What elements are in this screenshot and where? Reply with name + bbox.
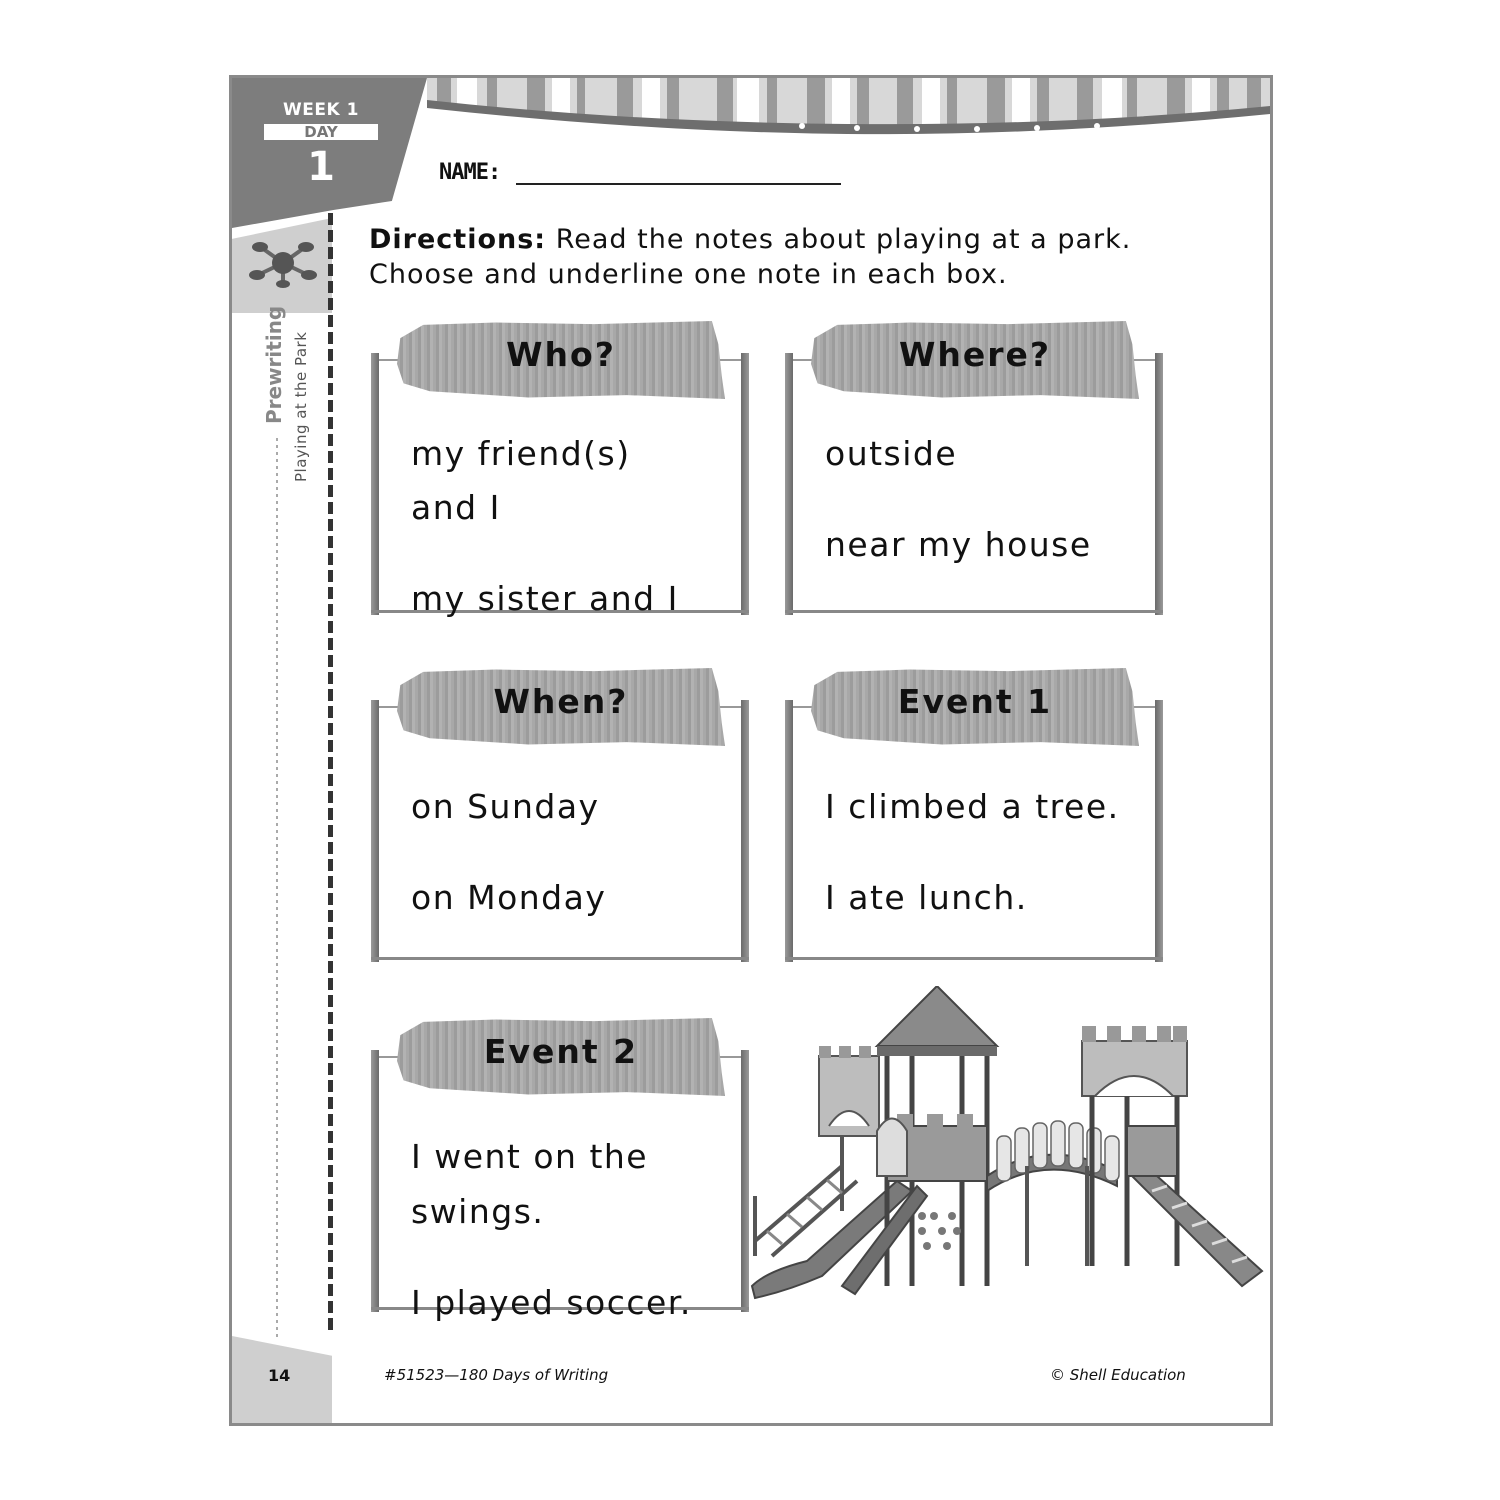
copyright: © Shell Education bbox=[1050, 1366, 1186, 1384]
note-option[interactable]: I played soccer. bbox=[411, 1283, 692, 1322]
directions bbox=[369, 222, 1189, 292]
note-option[interactable]: on Sunday bbox=[411, 787, 600, 826]
note-box-where bbox=[785, 323, 1163, 613]
category-label: Prewriting bbox=[262, 305, 286, 424]
note-box-event-2 bbox=[371, 1020, 749, 1322]
note-option[interactable]: I went on the bbox=[411, 1137, 649, 1176]
worksheet-page bbox=[229, 75, 1273, 1426]
box-heading: Event 2 bbox=[483, 1032, 639, 1071]
decorative-banner bbox=[427, 78, 1270, 138]
box-heading: Where? bbox=[898, 335, 1052, 374]
note-option[interactable]: I ate lunch. bbox=[825, 878, 1028, 917]
note-option[interactable]: near my house bbox=[825, 525, 1092, 564]
box-heading: Who? bbox=[506, 335, 616, 374]
note-box-who bbox=[371, 323, 749, 618]
name-field[interactable] bbox=[516, 183, 841, 185]
note-box-when bbox=[371, 670, 749, 960]
box-heading: When? bbox=[493, 682, 629, 721]
note-box-event-1 bbox=[785, 670, 1163, 960]
note-option[interactable]: my friend(s) bbox=[411, 434, 631, 473]
note-option-continued[interactable]: and I bbox=[411, 488, 501, 527]
note-option[interactable]: on Monday bbox=[411, 878, 607, 917]
web-diagram-icon bbox=[248, 238, 318, 288]
note-option[interactable]: I climbed a tree. bbox=[825, 787, 1120, 826]
page-number: 14 bbox=[268, 1366, 291, 1385]
topic-label: Playing at the Park bbox=[292, 331, 310, 482]
note-option[interactable]: outside bbox=[825, 434, 958, 473]
directions-lead: Directions: bbox=[369, 224, 547, 255]
directions-text: Read the notes about playing at a park. Choose and underline one note in each box. bbox=[369, 224, 1132, 290]
name-label: NAME: bbox=[439, 160, 501, 185]
book-title: #51523—180 Days of Writing bbox=[384, 1366, 609, 1384]
playground-illustration bbox=[747, 986, 1267, 1306]
day-label: DAY bbox=[264, 124, 378, 140]
day-number: 1 bbox=[307, 144, 335, 190]
divider-line bbox=[328, 213, 333, 1333]
note-option-continued[interactable]: swings. bbox=[411, 1192, 545, 1231]
box-heading: Event 1 bbox=[897, 682, 1053, 721]
note-option[interactable]: my sister and I bbox=[411, 579, 679, 618]
week-label: WEEK 1 bbox=[283, 100, 359, 120]
dotted-line bbox=[276, 438, 278, 1338]
